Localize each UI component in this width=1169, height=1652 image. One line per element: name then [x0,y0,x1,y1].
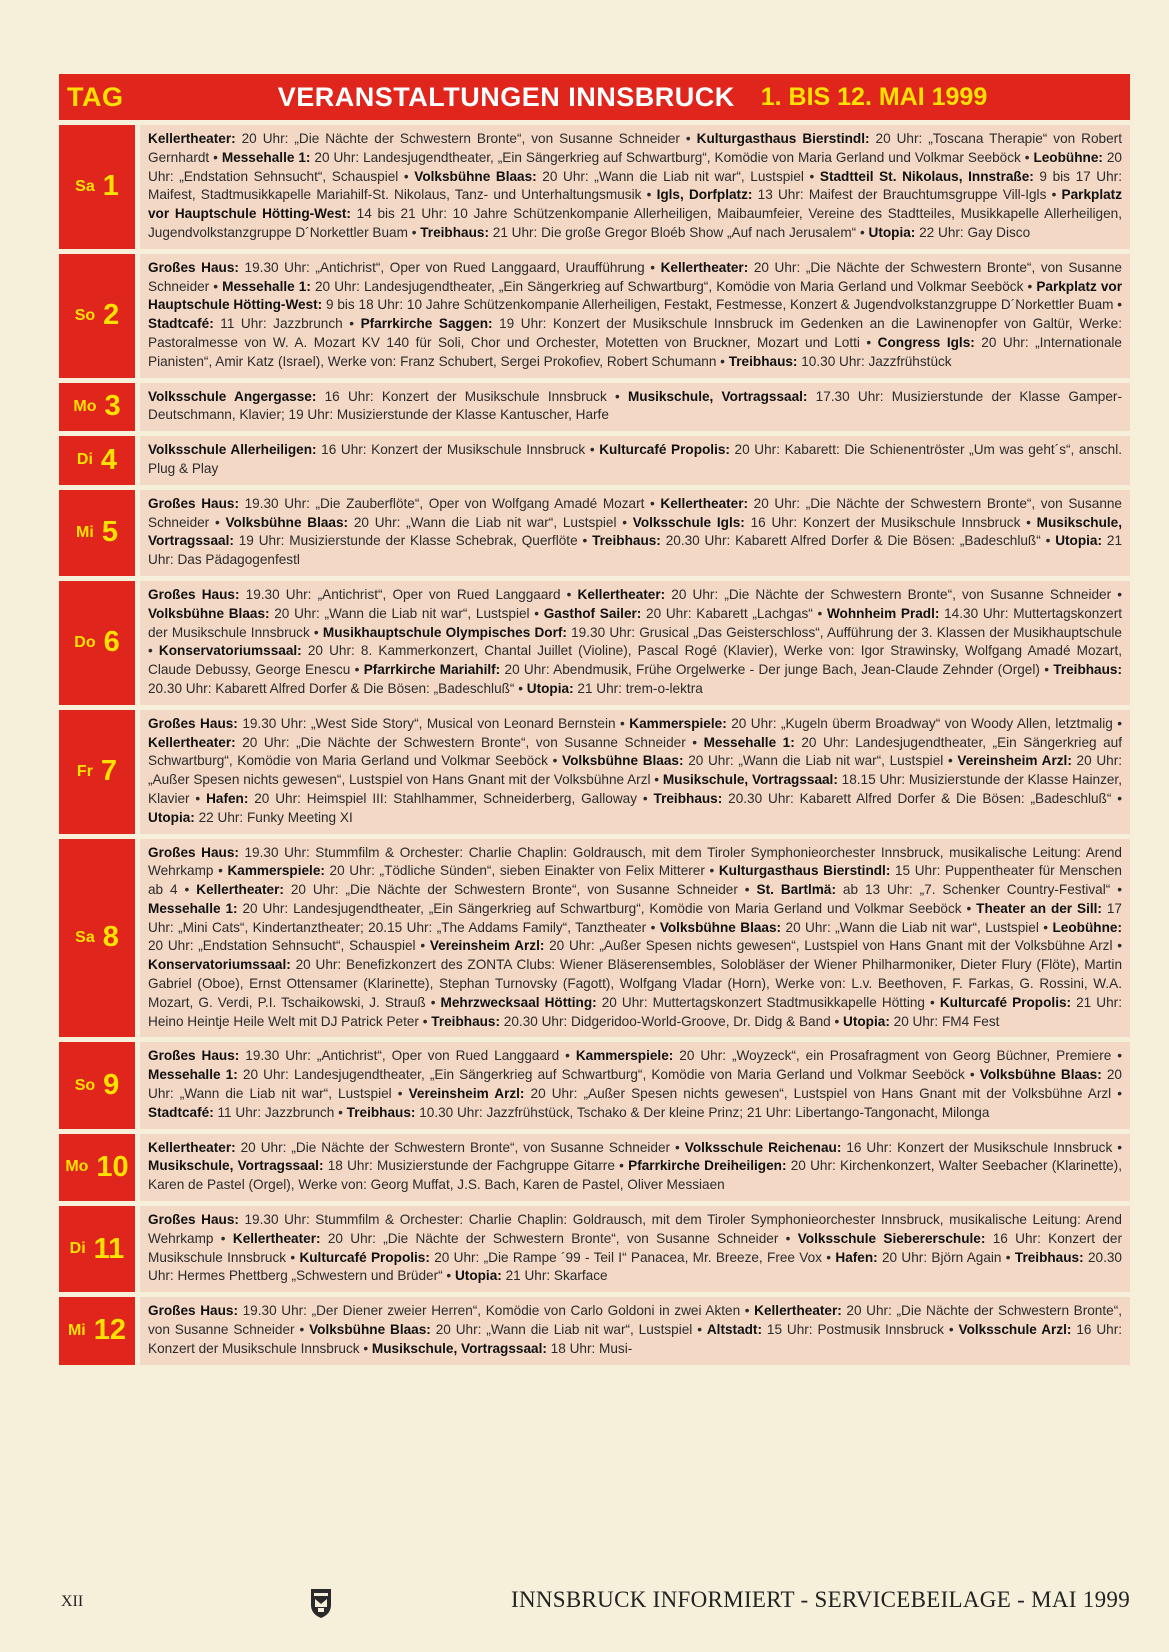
venue-name: Pfarrkirche Dreiheiligen: [628,1158,787,1174]
venue-name: Musikhauptschule Olympisches Dorf: [322,624,567,640]
event-details: 19.30 Uhr: „Antichrist“, Oper von Rued Langgaard, Uraufführung • [238,259,661,275]
event-details: 20 Uhr: „Die Nächte der Schwestern Bronte“, von Susanne Schneider • [665,586,1123,602]
venue-name: Utopia: [843,1013,890,1029]
event-details: 21 Uhr: trem-o-lektra [573,680,703,696]
event-details: 20 Uhr: 8. Kammerkonzert, Chantal Juillet (Violine), Pascal Rogé (Klavier), Werke von: Igor Strawinsky, Wolfgang Amadé Mozart, Claude Debussy, George Enescu • [148,643,1122,678]
venue-name: Kulturgasthaus Bierstindl: [718,863,891,879]
event-details: 21 Uhr: Skarface [501,1268,608,1284]
venue-name: Utopia: [1055,533,1103,549]
event-details: 20.30 Uhr: Kabarett Alfred Dorfer & Die Bösen: „Badeschluß“ • [148,680,527,696]
event-details: 20.30 Uhr: Kabarett Alfred Dorfer & Die Bösen: „Badeschluß“ • [660,533,1056,549]
venue-name: Volksbühne Blaas: [309,1322,431,1338]
venue-name: Kulturcafé Propolis: [599,442,730,458]
venue-name: Volksbühne Blaas: [148,605,270,621]
day-abbreviation: Mo [65,1158,89,1176]
title-date-range: 1. BIS 12. MAI 1999 [760,82,988,111]
venue-name: Kellertheater: [754,1303,842,1319]
events-text [140,383,1130,432]
event-details: 20 Uhr: Kabarett „Lachgas“ • [641,605,827,621]
venue-name: Treibhaus: [728,353,798,369]
events-text [140,490,1130,576]
day-rows [59,120,1130,1365]
event-details: 20 Uhr: „Internationale Pianisten“, Amir Katz (Israel), Werke von: Franz Schubert, Sergei Prokofiev, Robert Schumann • [148,334,1122,369]
events-text [140,839,1130,1038]
day-label [59,383,135,432]
day-number: 4 [100,443,118,476]
events-text [140,710,1130,834]
event-details: 20 Uhr: „Wann die Liab nit war“, Lustspiel • [269,605,544,621]
venue-name: St. Bartlmä: [756,882,836,898]
venue-name: Kellertheater: [196,882,284,898]
venue-name: Igls, Dorfplatz: [656,187,753,203]
events-text [140,254,1130,378]
day-label [59,839,135,1038]
day-row [59,249,1130,378]
venue-name: Kellertheater: [148,1139,236,1155]
venue-name: Vereinsheim Arzl: [957,753,1072,769]
event-details: 10.30 Uhr: Jazzfrühstück [797,353,952,369]
page-number: XII [61,1593,84,1610]
venue-name: Konservatoriumssaal: [148,957,291,973]
event-details: 19.30 Uhr: „Die Zauberflöte“, Oper von Wolfgang Amadé Mozart • [238,495,661,511]
venue-name: Mehrzwecksaal Hötting: [440,994,597,1010]
event-details: 16 Uhr: Konzert der Musikschule Innsbruck • [744,514,1037,530]
venue-name: Treibhaus: [1014,1249,1084,1265]
venue-name: Volksschule Arzl: [958,1322,1072,1338]
venue-name: Treibhaus: [592,533,661,549]
venue-name: Treibhaus: [1053,662,1123,678]
day-label [59,254,135,378]
venue-name: Utopia: [454,1268,502,1284]
day-abbreviation: So [74,306,96,324]
event-details: 20 Uhr: „Die Nächte der Schwestern Bronte“, von Susanne Schneider • [235,131,697,146]
venue-name: Kammerspiele: [227,863,325,879]
page-footer [59,1585,1130,1625]
event-details: 15 Uhr: Puppentheater für Menschen ab 4 • [148,863,1122,898]
day-number: 11 [93,1232,125,1265]
event-details: 20 Uhr: „Woyzeck“, ein Prosafragment von Georg Büchner, Premiere • [673,1048,1122,1064]
event-details: 20 Uhr: „Wann die Liab nit war“, Lustspiel • [781,919,1053,935]
event-details: 19.30 Uhr: „West Side Story“, Musical von Leonard Bernstein • [237,715,630,731]
venue-name: Stadtcafé: [148,1104,214,1120]
day-row [59,1037,1130,1128]
event-details: 17 Uhr: „Mini Cats“, Kindertanztheater; 20.15 Uhr: „The Addams Family“, Tanztheater • [148,900,1122,935]
event-details: 20 Uhr: FM4 Fest [889,1013,1000,1029]
event-details: 17.30 Uhr: Musizierstunde der Klasse Gamper-Deutschmann, Klavier; 19 Uhr: Musizierstunde der Klasse Kantuscher, Harfe [148,388,1122,423]
event-details: 20 Uhr: „Die Nächte der Schwestern Bronte“, von Susanne Schneider • [148,1303,1122,1338]
venue-name: Messehalle 1: [221,149,311,165]
event-details: 20 Uhr: „Die Nächte der Schwestern Bronte“, von Susanne Schneider • [148,259,1122,294]
venue-name: Vereinsheim Arzl: [408,1086,525,1102]
event-details: 19.30 Uhr: „Der Diener zweier Herren“, Komödie von Carlo Goldoni in zwei Akten • [238,1303,755,1319]
venue-name: Utopia: [148,809,195,825]
venue-name: Volksbühne Blaas: [659,919,782,935]
venue-name: Musikschule, Vortragssaal: [148,514,1123,549]
venue-name: Großes Haus: [148,1048,240,1064]
venue-name: Messehalle 1: [148,900,238,916]
venue-name: Kellertheater: [148,131,236,146]
venue-name: Kammerspiele: [575,1048,674,1064]
venue-name: Treibhaus: [346,1104,416,1120]
venue-name: Kulturgasthaus Bierstindl: [696,131,870,146]
day-label [59,490,135,576]
event-details: 19.30 Uhr: Stummfilm & Orchester: Charlie Chaplin: Goldrausch, mit dem Tiroler Symphonieorchester Innsbruck, musikalische Leitung: Arend Wehrkamp • [148,844,1122,879]
day-abbreviation: Di [69,1240,86,1258]
day-label [59,436,135,485]
venue-name: Parkplatz vor Hauptschule Hötting-West: [148,187,1122,222]
venue-name: Altstadt: [706,1322,762,1338]
event-details: 11 Uhr: Jazzbrunch • [213,316,361,332]
event-details: 20 Uhr: Landesjugendtheater, „Ein Sängerkrieg auf Schwartburg“, Komödie von Maria Gerland und Volkmar Seeböck • [148,734,1123,769]
event-details: 20 Uhr: „Endstation Sehnsucht“, Schauspiel • [148,149,1122,184]
venue-name: Treibhaus: [653,790,723,806]
day-abbreviation: Mi [67,1321,86,1339]
event-details: 20.30 Uhr: Hermes Phettberg „Schwestern und Brüder“ • [148,1249,1122,1284]
page-title [135,82,1130,113]
day-abbreviation: Sa [75,928,95,946]
events-text [140,581,1130,705]
event-details: 21 Uhr: Heino Heintje Heile Welt mit DJ Patrick Peter • [148,994,1122,1029]
event-details: 20 Uhr: Benefizkonzert des ZONTA Clubs: Wiener Bläserensembles, Solobläser der Wiener Philharmoniker, Dieter Flury (Flöte), Martin Gabriel (Oboe), Ernst Ottensamer (Klarinette), Stephan Turnovsky (Fagott), Wolfgang Vladar (Horn), Werke von: L.v. Beethoven, F. Farkas, G. Rossini, W.A. Mozart, G. Verdi, P.I. Tschaikowski, J. Strauß • [148,957,1122,1010]
venue-name: Volksbühne Blaas: [562,753,684,769]
venue-name: Vereinsheim Arzl: [429,938,545,954]
day-label [59,1297,135,1364]
event-details: 20 Uhr: „Die Rampe ´99 - Teil I“ Panacea, Mr. Breeze, Free Vox • [429,1249,836,1265]
venue-name: Volksbühne Blaas: [979,1067,1102,1083]
day-label [59,1206,135,1292]
day-label [59,1134,135,1201]
venue-name: Kellertheater: [660,495,749,511]
event-details: 13 Uhr: Maifest der Brauchtumsgruppe Vill-Igls • [752,187,1062,203]
venue-name: Stadtteil St. Nikolaus, Innstraße: [819,168,1034,184]
venue-name: Kellertheater: [148,734,236,750]
event-details: 18.15 Uhr: Musizierstunde der Klasse Hainzer, Klavier • [148,772,1122,806]
day-column-header: TAG [67,81,124,112]
event-details: 9 bis 17 Uhr: Maifest, Stadtmusikkapelle Mariahilf-St. Nikolaus, Tanz- und Unterhaltungsmusik • [148,168,1122,203]
event-details: 19.30 Uhr: „Antichrist“, Oper von Rued Langgaard • [239,586,578,602]
event-details: 20 Uhr: Landesjugendtheater, „Ein Sängerkrieg auf Schwartburg“, Komödie von Maria Gerland und Volkmar Seeböck • [237,900,977,916]
day-number: 5 [101,516,118,549]
event-details: 19 Uhr: Konzert der Musikschule Innsbruck im Gedenken an die Lawinenopfer von Galtür, Werke: Pastoralmesse von W. A. Mozart KV 140 für Soli, Chor und Orchester, Motetten von Bruckner, Mozart und Lotti • [148,316,1123,350]
venue-name: Großes Haus: [148,1303,238,1319]
venue-name: Volksschule Angergasse: [148,388,317,404]
day-label [59,125,135,249]
event-details: 16 Uhr: Konzert der Musikschule Innsbruck • [148,1230,1122,1265]
venue-name: Musikschule, Vortragssaal: [627,388,808,404]
event-details: 20 Uhr: „Wann die Liab nit war“, Lustspiel • [148,1067,1122,1102]
event-details: 20 Uhr: Kabarett: Die Schienentröster „Um was geht´s“, anschl. Plug & Play [148,442,1122,476]
venue-name: Pfarrkirche Saggen: [360,316,493,332]
venue-name: Großes Haus: [148,715,238,731]
event-details: 22 Uhr: Funky Meeting XI [194,809,353,825]
venue-name: Pfarrkirche Mariahilf: [363,662,501,678]
venue-name: Volksbühne Blaas: [414,168,537,184]
event-details: 22 Uhr: Gay Disco [915,224,1031,240]
venue-name: Messehalle 1: [148,1067,238,1083]
event-details: 19.30 Uhr: Grusical „Das Geisterschloss“, Aufführung der 3. Klassen der Musikhauptschule • [148,624,1122,659]
day-row [59,1292,1130,1364]
day-abbreviation: Fr [76,762,93,780]
venue-name: Großes Haus: [148,495,239,511]
day-abbreviation: Mi [76,523,94,541]
venue-name: Utopia: [868,224,916,240]
venue-name: Hafen: [206,790,249,806]
event-details: 11 Uhr: Jazzbrunch • [213,1104,347,1120]
event-details: 20 Uhr: „Wann die Liab nit war“, Lustspiel • [536,168,820,184]
event-details: 21 Uhr: Das Pädagogenfestl [148,533,1123,568]
day-number: 9 [103,1069,120,1102]
event-details: 16 Uhr: Konzert der Musikschule Innsbruck • [148,1322,1123,1356]
event-details: 20 Uhr: Landesjugendtheater, „Ein Sängerkrieg auf Schwartburg“, Komödie von Maria Gerland und Volkmar Seeböck • [310,149,1034,165]
venue-name: Musikschule, Vortragssaal: [371,1340,547,1356]
event-details: 20 Uhr: „Wann die Liab nit war“, Lustspiel • [348,514,633,530]
event-details: 10.30 Uhr: Jazzfrühstück, Tschako & Der kleine Prinz; 21 Uhr: Libertango-Tangonacht, Milonga [415,1104,990,1120]
venue-name: Kulturcafé Propolis: [939,994,1072,1010]
event-details: 19 Uhr: Musizierstunde der Klasse Schebrak, Querflöte • [233,533,593,549]
day-number: 1 [102,170,119,203]
venue-name: Kellertheater: [577,586,666,602]
venue-name: Leobühne: [1033,149,1103,165]
publication-title: INNSBRUCK INFORMIERT - SERVICEBEILAGE - MAI 1999 [511,1587,1130,1612]
event-details: 20 Uhr: „Außer Spesen nichts gewesen“, Lustspiel von Hans Gnant mit der Volksbühne Arzl • [148,753,1122,788]
day-number: 7 [100,755,118,788]
events-text [140,1206,1130,1292]
venue-name: Theater an der Sill: [976,900,1102,916]
city-crest-icon [309,1585,333,1619]
day-label [59,710,135,834]
venue-name: Volksschule Reichenau: [684,1139,842,1155]
event-details: 20 Uhr: „Die Nächte der Schwestern Bronte“, von Susanne Schneider • [235,1139,685,1155]
event-details: 20 Uhr: „Die Nächte der Schwestern Bronte“, von Susanne Schneider • [235,734,704,750]
event-details: 20 Uhr: „Außer Spesen nichts gewesen“, Lustspiel von Hans Gnant mit der Volksbühne Arzl • [544,938,1122,954]
day-row [59,576,1130,705]
event-details: 16 Uhr: Konzert der Musikschule Innsbruck • [316,388,628,404]
venue-name: Utopia: [526,680,574,696]
event-details: 20 Uhr: „Außer Spesen nichts gewesen“, Lustspiel von Hans Gnant mit der Volksbühne Arzl • [524,1086,1122,1102]
venue-name: Wohnheim Pradl: [826,605,940,621]
venue-name: Treibhaus: [420,224,489,240]
day-number: 2 [103,299,120,332]
venue-name: Stadtcafé: [148,316,214,332]
day-number: 3 [104,390,121,423]
venue-name: Großes Haus: [148,586,240,602]
events-text [140,1042,1130,1128]
event-details: 20.30 Uhr: Didgeridoo-World-Groove, Dr. Didg & Band • [500,1013,844,1029]
venue-name: Volksbühne Blaas: [225,514,349,530]
day-label [59,1042,135,1128]
day-number: 8 [102,921,119,954]
venue-name: Messehalle 1: [703,734,795,750]
day-row [59,705,1130,834]
event-details: 16 Uhr: Konzert der Musikschule Innsbruck • [841,1139,1122,1155]
day-number: 10 [96,1150,129,1183]
event-details: 14.30 Uhr: Muttertagskonzert der Musikschule Innsbruck • [148,605,1123,640]
event-details: 20 Uhr: „Die Nächte der Schwestern Bronte“, von Susanne Schneider • [148,495,1122,530]
venue-name: Volksschule Siebererschule: [797,1230,986,1246]
event-details: 20 Uhr: Landesjugendtheater, „Ein Sängerkrieg auf Schwartburg“, Komödie von Maria Gerland und Volkmar Seeböck • [310,278,1037,294]
events-text [140,125,1130,249]
events-text [140,1134,1130,1201]
day-row [59,431,1130,485]
event-details: ab 13 Uhr: „7. Schenker Country-Festival“ • [835,882,1122,898]
event-details: 20 Uhr: „Die Nächte der Schwestern Bronte“, von Susanne Schneider • [283,882,757,898]
event-details: 14 bis 21 Uhr: 10 Jahre Schützenkompanie Allerheiligen, Maibaumfeier, Vereine des Stadtteiles, Musikkapelle Allerheiligen, Jugendvolkstanzgruppe D´Norkettler Buam • [148,206,1122,240]
events-table [59,74,1130,1365]
venue-name: Musikschule, Vortragssaal: [662,772,838,788]
event-details: 20 Uhr: Kirchenkonzert, Walter Seebacher (Klarinette), Karen de Pastel (Orgel), Werke von: Georg Muffat, J.S. Bach, Karen de Pastel, Oliver Messiaen [148,1158,1122,1193]
venue-name: Großes Haus: [148,259,239,275]
venue-name: Kammerspiele: [629,715,727,731]
event-details: 20 Uhr: Heimspiel III: Stahlhammer, Schneiderberg, Galloway • [248,790,654,806]
venue-name: Musikschule, Vortragssaal: [148,1158,324,1174]
venue-name: Großes Haus: [148,1212,239,1228]
venue-name: Leobühne: [1052,919,1122,935]
venue-name: Gasthof Sailer: [543,605,642,621]
venue-name: Volksschule Allerheiligen: [148,442,317,458]
title-main: VERANSTALTUNGEN INNSBRUCK [277,81,735,112]
day-number: 6 [103,626,120,659]
event-details: 9 bis 18 Uhr: 10 Jahre Schützenkompanie Allerheiligen, Festakt, Festmesse, Konzert & Jugendvolkstanzgruppe D´Norkettler Buam • [322,297,1123,313]
venue-name: Kellertheater: [660,259,749,275]
day-label [59,581,135,705]
venue-name: Konservatoriumssaal: [158,643,302,659]
event-details: 15 Uhr: Postmusik Innsbruck • [762,1322,959,1338]
day-abbreviation: Do [74,633,96,651]
venue-name: Parkplatz vor Hauptschule Hötting-West: [148,278,1123,313]
day-row [59,378,1130,432]
venue-name: Kulturcafé Propolis: [299,1249,430,1265]
venue-name: Großes Haus: [148,844,239,860]
event-details: 20 Uhr: „Tödliche Sünden“, sieben Einakter von Felix Mitterer • [324,863,719,879]
venue-name: Messehalle 1: [222,278,311,294]
day-row [59,1129,1130,1201]
venue-name: Kellertheater: [232,1230,321,1246]
event-details: 20 Uhr: Abendmusik, Frühe Orgelwerke - Der junge Bach, Jean-Claude Zehnder (Orgel) • [500,662,1054,678]
day-number: 12 [93,1314,127,1347]
day-row [59,834,1130,1038]
day-abbreviation: So [74,1076,96,1094]
day-abbreviation: Sa [75,177,95,195]
event-details: 20 Uhr: „Wann die Liab nit war“, Lustspiel • [430,1322,707,1338]
event-details: 20 Uhr: „Toscana Therapie“ von Robert Gernhardt • [148,131,1122,165]
day-abbreviation: Di [76,451,93,469]
day-row [59,120,1130,249]
events-text [140,1297,1130,1364]
event-details: 21 Uhr: Die große Gregor Bloéb Show „Auf nach Jerusalem“ • [488,224,869,240]
event-details: 20 Uhr: Landesjugendtheater, „Ein Sängerkrieg auf Schwartburg“, Komödie von Maria Gerland und Volkmar Seeböck • [237,1067,980,1083]
table-header [59,74,1130,120]
event-details: 18 Uhr: Musi- [546,1340,633,1356]
event-details: 18 Uhr: Musizierstunde der Fachgruppe Gitarre • [323,1158,629,1174]
venue-name: Congress Igls: [877,334,975,350]
events-text [140,436,1130,485]
venue-name: Treibhaus: [431,1013,501,1029]
day-row [59,485,1130,576]
event-details: 19.30 Uhr: „Antichrist“, Oper von Rued Langgaard • [239,1048,576,1064]
day-abbreviation: Mo [73,397,97,415]
event-details: 20 Uhr: Muttertagskonzert Stadtmusikkapelle Hötting • [596,994,940,1010]
event-details: 20 Uhr: Björn Again • [877,1249,1015,1265]
event-details: 20 Uhr: „Endstation Sehnsucht“, Schauspiel • [148,938,430,954]
event-details: 20.30 Uhr: Kabarett Alfred Dorfer & Die Bösen: „Badeschluß“ • [722,790,1122,806]
event-details: 20 Uhr: „Die Nächte der Schwestern Bronte“, von Susanne Schneider • [320,1230,798,1246]
day-row [59,1201,1130,1292]
event-details: 16 Uhr: Konzert der Musikschule Innsbruck • [316,442,600,458]
venue-name: Hafen: [835,1249,878,1265]
venue-name: Volksschule Igls: [632,514,745,530]
event-details: 19.30 Uhr: Stummfilm & Orchester: Charlie Chaplin: Goldrausch, mit dem Tiroler Symphonieorchester Innsbruck, musikalische Leitung: Arend Wehrkamp • [148,1212,1122,1246]
event-details: 20 Uhr: „Wann die Liab nit war“, Lustspiel • [683,753,958,769]
event-details: 20 Uhr: „Kugeln überm Broadway“ von Woody Allen, letztmalig • [726,715,1122,731]
